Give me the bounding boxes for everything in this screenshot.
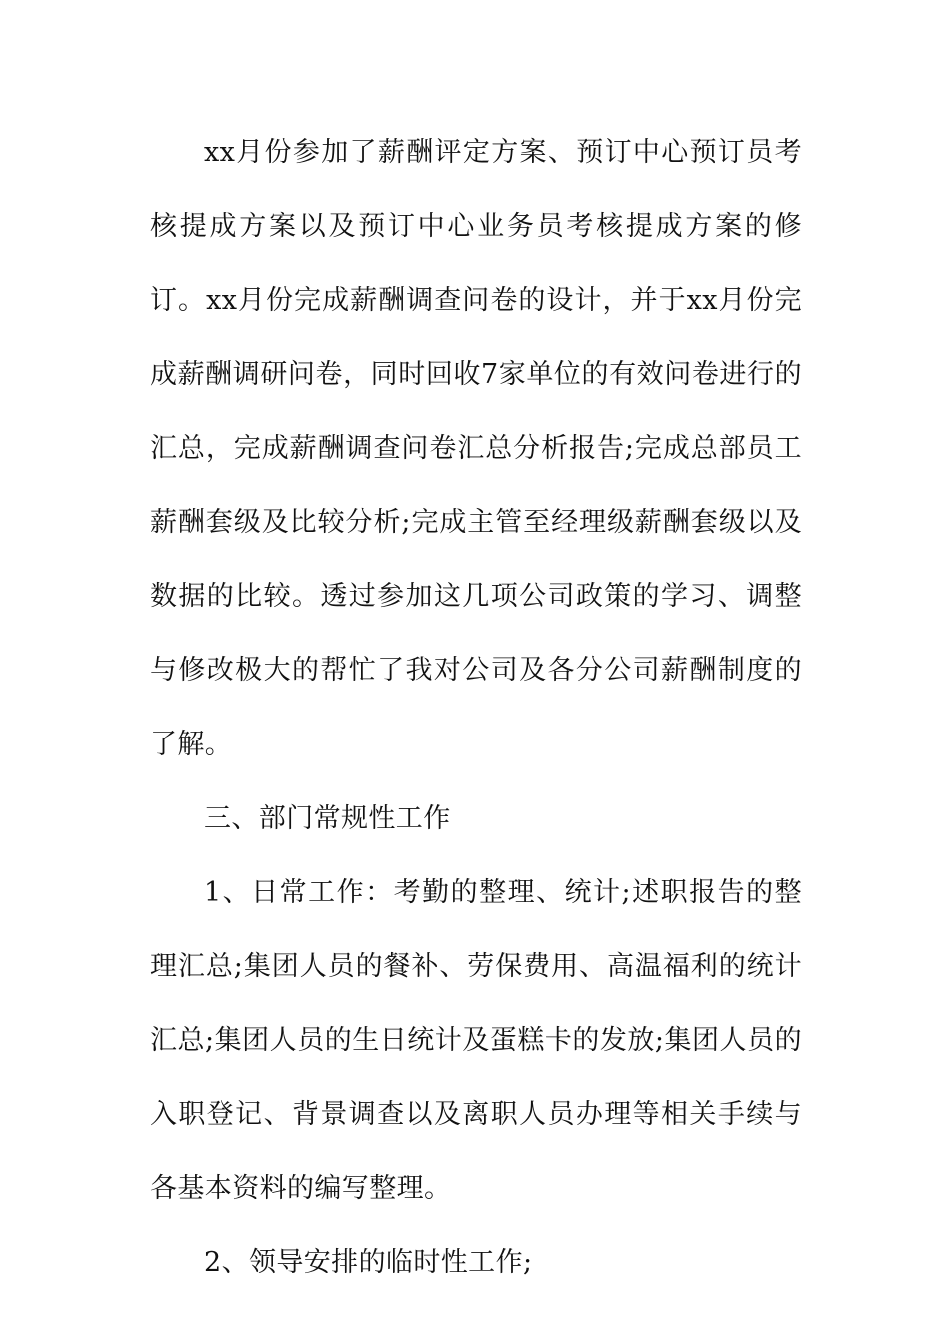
- paragraph-daily-work: 1、日常工作：考勤的整理、统计;述职报告的整理汇总;集团人员的餐补、劳保费用、高温福利的统计汇总;集团人员的生日统计及蛋糕卡的发放;集团人员的入职登记、背景调查以及离职人员办理等相关手续与各基本资料的编写整理。: [150, 877, 802, 1204]
- section-heading-routine-work: 三、部门常规性工作: [204, 803, 451, 834]
- document-body: [150, 116, 802, 1300]
- paragraph-salary-work: xx月份参加了薪酬评定方案、预订中心预订员考核提成方案以及预订中心业务员考核提成方案的修订。xx月份完成薪酬调查问卷的设计，并于xx月份完成薪酬调研问卷，同时回收7家单位的有效问卷进行的汇总，完成薪酬调查问卷汇总分析报告;完成总部员工薪酬套级及比较分析;完成主管至经理级薪酬套级以及数据的比较。透过参加这几项公司政策的学习、调整与修改极大的帮忙了我对公司及各分公司薪酬制度的了解。: [150, 137, 802, 760]
- paragraph-temporary-work: 2、领导安排的临时性工作;: [204, 1247, 533, 1278]
